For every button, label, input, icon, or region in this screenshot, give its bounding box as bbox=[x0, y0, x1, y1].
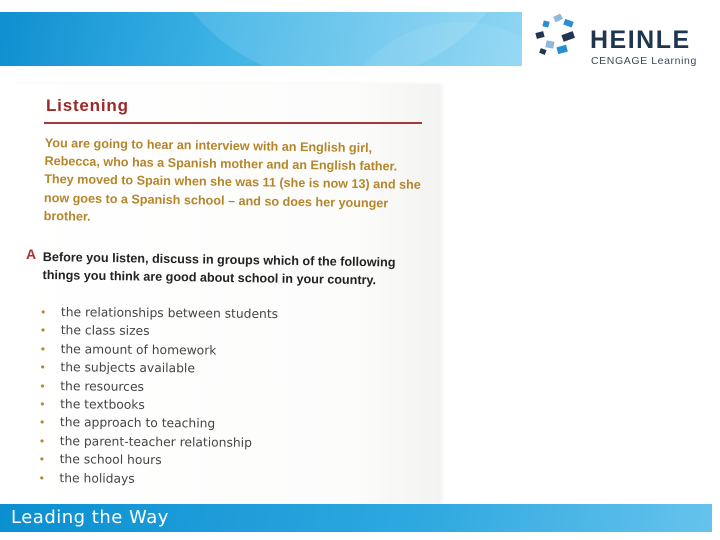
list-item bbox=[39, 358, 277, 378]
list-item-text: the school hours bbox=[59, 452, 162, 468]
list-item-text: the relationships between students bbox=[60, 305, 279, 322]
list-item bbox=[39, 432, 277, 452]
section-heading: Listening bbox=[46, 96, 129, 115]
bullet-icon: • bbox=[39, 397, 46, 412]
list-item bbox=[40, 303, 278, 323]
bullet-icon: • bbox=[39, 361, 46, 375]
bullet-icon: • bbox=[38, 416, 46, 430]
list-item-text: the holidays bbox=[59, 470, 135, 486]
footer-banner bbox=[0, 504, 712, 532]
heading-divider bbox=[44, 122, 422, 124]
list-item-text: the approach to teaching bbox=[59, 415, 216, 431]
list-item-text: the textbooks bbox=[60, 397, 145, 412]
exercise-question: Before you listen, discuss in groups which of the following things you think are good about school in your country. bbox=[42, 249, 396, 288]
bullet-icon: • bbox=[39, 305, 47, 320]
footer-tagline: Leading the Way bbox=[11, 507, 169, 528]
list-item bbox=[40, 321, 278, 341]
intro-paragraph: You are going to hear an interview with an English girl, Rebecca, who has a Spanish mother and an English father. They moved to Spain when she was 11 (she is now 13) and she now goes to a Spanish school – and so does her younger brother. bbox=[43, 135, 421, 224]
logo-mark-icon bbox=[532, 14, 580, 62]
bullet-icon: • bbox=[38, 434, 46, 448]
bullet-icon: • bbox=[39, 379, 46, 393]
textbook-page bbox=[14, 84, 440, 504]
list-item bbox=[39, 395, 277, 415]
list-item bbox=[40, 340, 278, 360]
top-banner bbox=[0, 12, 522, 66]
list-item-text: the amount of homework bbox=[60, 341, 217, 358]
discussion-list bbox=[38, 303, 278, 489]
logo-name: HEINLE bbox=[590, 26, 691, 54]
list-item-text: the class sizes bbox=[60, 323, 150, 339]
list-item-text: the subjects available bbox=[60, 360, 195, 376]
exercise-letter: A bbox=[26, 246, 37, 262]
bullet-icon: • bbox=[38, 453, 46, 467]
list-item bbox=[39, 450, 277, 470]
heinle-logo bbox=[532, 12, 712, 68]
logo-subtitle: CENGAGE Learning bbox=[591, 55, 697, 67]
list-item bbox=[38, 469, 276, 489]
bullet-icon: • bbox=[38, 471, 46, 485]
list-item-text: the parent-teacher relationship bbox=[59, 433, 252, 450]
bullet-icon: • bbox=[39, 324, 47, 338]
bullet-icon: • bbox=[39, 342, 47, 356]
list-item-text: the resources bbox=[60, 378, 145, 394]
list-item bbox=[39, 413, 277, 433]
list-item bbox=[39, 377, 277, 397]
